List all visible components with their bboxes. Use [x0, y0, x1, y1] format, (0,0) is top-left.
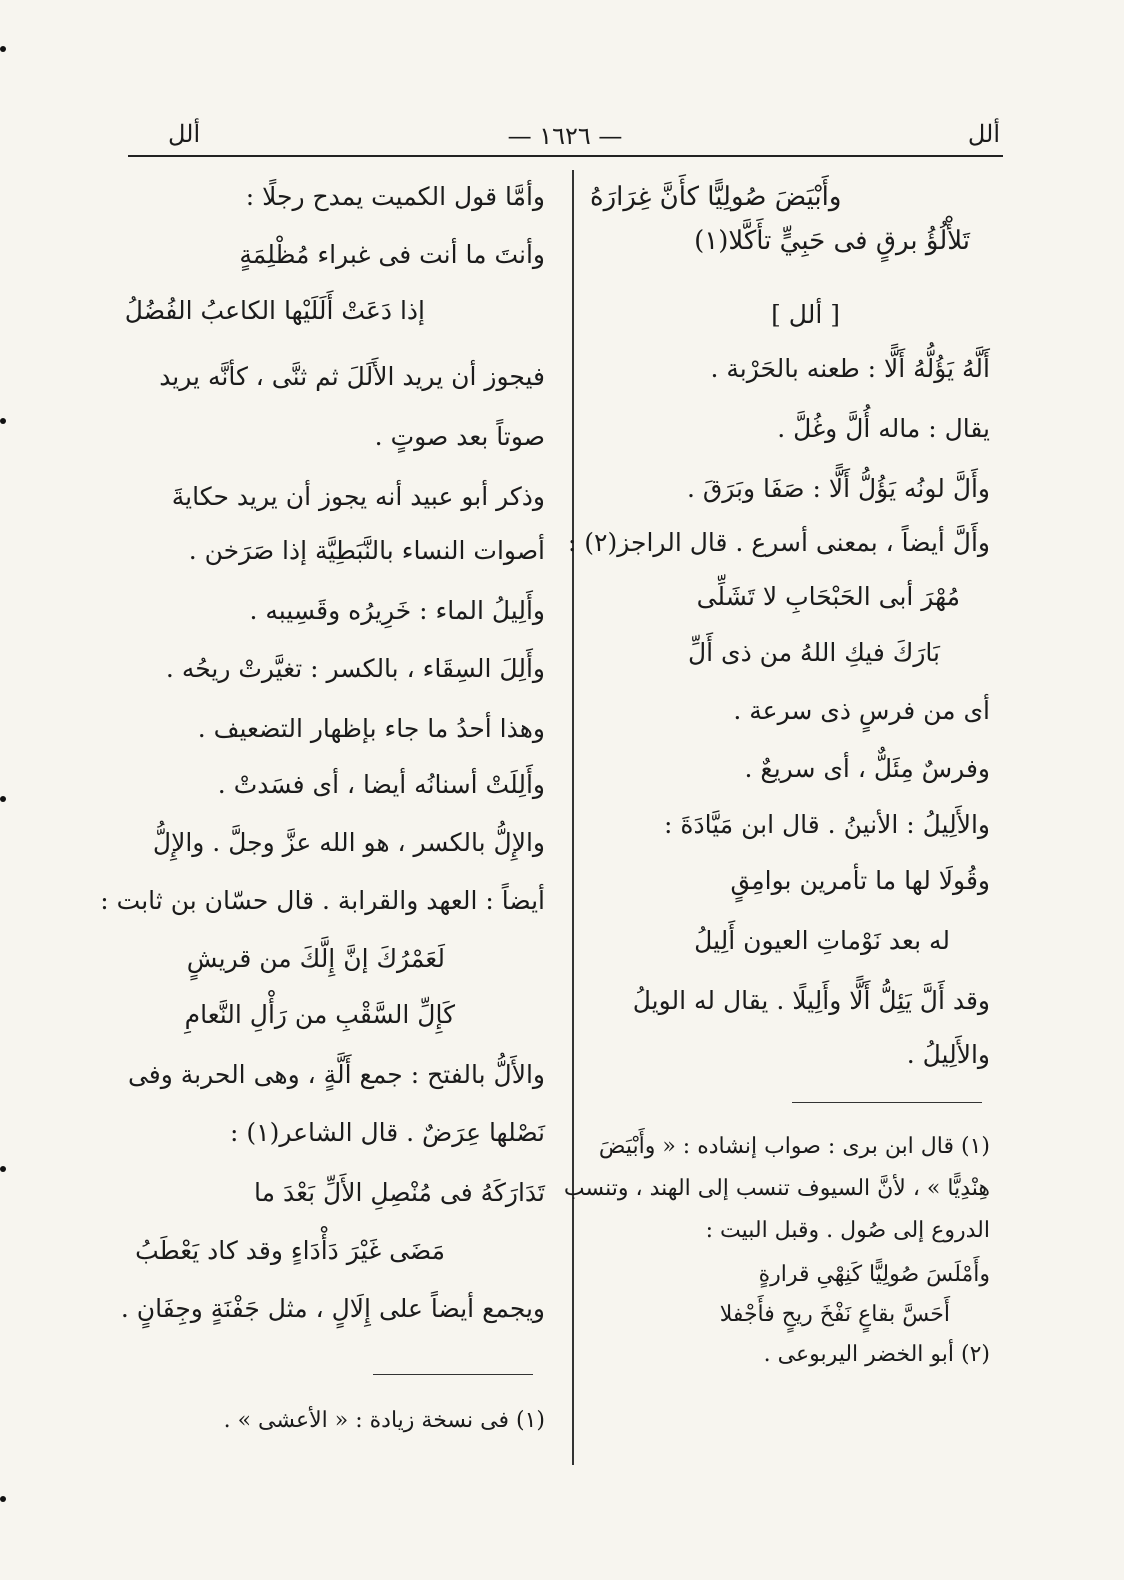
text-line: إذا دَعَتْ أَلَلَيْها الكاعبُ الفُضُلُ [124, 296, 425, 325]
text-line: مَضَى غَيْرَ دَأْدَاءٍ وقد كاد يَعْطَبُ [135, 1236, 445, 1265]
margin-dot [0, 1496, 6, 1502]
footnote-line: (١) قال ابن برى : صواب إنشاده : « وأَبْيَضَ [598, 1134, 990, 1159]
footnote-rule [792, 1102, 982, 1103]
header-left-title: ألل [168, 120, 201, 148]
footnote-line: هِنْدِيًّا » ، لأنَّ السيوف تنسب إلى الهند ، وتنسب [563, 1176, 990, 1201]
text-line: وأَلَّ أيضاً ، بمعنى أسرع . قال الراجز(٢) : [567, 528, 990, 557]
page-header [130, 116, 1000, 156]
text-line: وفرسٌ مِئَلٌّ ، أى سريعٌ . [744, 754, 990, 783]
margin-dot [0, 418, 6, 424]
text-line: أيضاً : العهد والقرابة . قال حسّان بن ثابت : [100, 886, 545, 915]
text-line: وأَلِيلُ الماء : خَرِيرُه وقَسِيبه . [249, 596, 545, 625]
text-line: يقال : ماله أُلَّ وغُلَّ . [777, 414, 990, 443]
text-line: صوتاً بعد صوتٍ . [374, 422, 545, 451]
text-line: فيجوز أن يريد الأَلَلَ ثم ثنَّى ، كأنَّه يريد [159, 362, 545, 391]
text-line: والأَلُّ بالفتح : جمع أَلَّةٍ ، وهى الحربة وفى [127, 1060, 545, 1089]
text-line: وأَلِلَ السِقَاء ، بالكسر : تغيَّرتْ ريحُه . [165, 654, 545, 683]
text-line: تَدَارَكَهُ فى مُنْصِلِ الأَلِّ بَعْدَ ما [254, 1178, 545, 1207]
header-rule [128, 155, 1003, 157]
text-line: وهذا أحدُ ما جاء بإظهار التضعيف . [197, 714, 545, 743]
text-line: تَلأْلُؤُ برقٍ فى حَبِيٍّ تأَكَّلا(١) [694, 226, 970, 256]
footnote-rule [373, 1374, 533, 1375]
text-line: وأمَّا قول الكميت يمدح رجلًا : [245, 182, 545, 211]
text-line: ويجمع أيضاً على إِلَالٍ ، مثل جَفْنَةٍ وجِفَانٍ . [120, 1294, 545, 1323]
text-line: وقُولَا لها ما تأمرين بوامِقٍ [730, 866, 990, 895]
header-right-title: ألل [967, 120, 1000, 148]
footnote-line: (١) فى نسخة زيادة : « الأعشى » . [223, 1408, 545, 1433]
text-line: وأَلَّ لونُه يَؤُلُّ أَلًّا : صَفَا وبَرَقَ . [686, 474, 990, 503]
text-line: بَارَكَ فيكِ اللهُ من ذى أَلِّ [687, 638, 940, 667]
section-heading: [ ألل ] [771, 300, 840, 329]
text-line: وذكر أبو عبيد أنه يجوز أن يريد حكايةَ [171, 482, 545, 511]
margin-dot [0, 1166, 6, 1172]
text-line: أصوات النساء بالنَّبَطِيَّة إذا صَرَخن . [188, 536, 545, 565]
text-line: والإِلُّ بالكسر ، هو الله عزَّ وجلَّ . والإِلُّ [152, 828, 545, 857]
text-line: والأَلِيلُ . [906, 1040, 990, 1069]
text-line: كَإِلِّ السَّقْبِ من رَأْلِ النَّعامِ [184, 1000, 455, 1029]
text-line: والأَلِيلُ : الأنينُ . قال ابن مَيَّادَةَ : [664, 810, 990, 839]
text-line: مُهْرَ أبى الحَبْحَابِ لا تَشَلِّى [696, 582, 960, 611]
footnote-line: أَحَسَّ بقاعٍ نَفْخَ ريحٍ فأَجْفلا [719, 1302, 950, 1327]
text-line: وأَلِلَتْ أسنانُه أيضا ، أى فسَدتْ . [217, 770, 545, 799]
text-line: أَلَّهُ يَؤُلُّهُ أَلًّا : طعنه بالحَرْبة . [710, 354, 990, 383]
margin-dot [0, 46, 6, 52]
page-number: — ١٦٢٦ — [507, 122, 623, 150]
text-line: وأنتَ ما أنت فى غبراء مُظْلِمَةٍ [239, 240, 545, 269]
text-line: نَصْلها عِرَضٌ . قال الشاعر(١) : [230, 1118, 545, 1147]
margin-dot [0, 796, 6, 802]
footnote-line: الدروع إلى صُول . وقبل البيت : [705, 1218, 990, 1243]
text-line: أى من فرسٍ ذى سرعة . [733, 696, 990, 725]
text-line: وقد أَلَّ يَئِلُّ أَلًّا وأَلِيلًا . يقال له الويلُ [632, 986, 990, 1015]
footnote-line: (٢) أبو الخضر اليربوعى . [763, 1342, 990, 1367]
text-line: له بعد نَوْماتِ العيون أَلِيلُ [694, 926, 950, 955]
footnote-line: وأَمْلَسَ صُولِيًّا كَنِهْىِ قرارةٍ [758, 1262, 990, 1287]
text-line: وأَبْيَضَ صُولِيًّا كأَنَّ غِرَارَهُ [590, 182, 842, 212]
text-line: لَعَمْرُكَ إنَّ إِلَّكَ من قريشٍ [186, 944, 445, 973]
column-divider [572, 170, 574, 1465]
